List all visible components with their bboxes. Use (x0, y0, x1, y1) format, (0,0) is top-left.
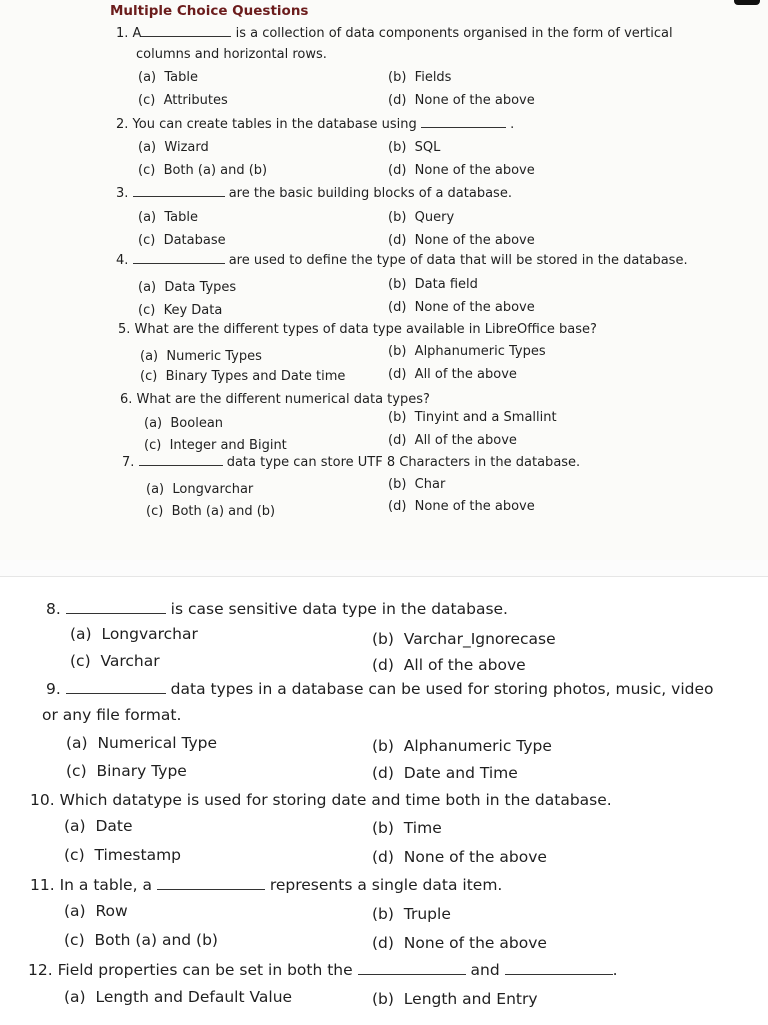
question-11 (30, 876, 502, 894)
question-text: are the basic building blocks of a database. (228, 186, 512, 201)
option-marker: (a) (64, 817, 86, 835)
question-2 (116, 117, 514, 132)
option-marker: (c) (66, 762, 87, 780)
option-marker: (b) (388, 210, 407, 225)
option-text: Data field (414, 277, 478, 292)
answer-blank (421, 127, 506, 128)
option-c (138, 93, 228, 108)
option-text: Truple (403, 905, 451, 923)
option-b (388, 70, 451, 85)
option-marker: (b) (372, 905, 394, 923)
option-text: None of the above (414, 163, 535, 178)
option-marker: (a) (64, 988, 86, 1006)
option-marker: (b) (388, 477, 407, 492)
option-text: Alphanumeric Types (414, 344, 546, 359)
option-a (140, 349, 262, 364)
option-a (138, 140, 209, 155)
option-marker: (c) (138, 303, 156, 318)
option-a (64, 817, 133, 835)
option-marker: (c) (144, 438, 162, 453)
answer-blank (133, 196, 225, 197)
option-d (388, 233, 535, 248)
option-d (372, 656, 526, 674)
option-marker: (c) (70, 652, 91, 670)
option-text: Both (a) and (b) (171, 504, 276, 519)
section-heading: Multiple Choice Questions (110, 3, 309, 19)
option-text: All of the above (414, 433, 517, 448)
option-b (372, 990, 538, 1008)
question-text: and (470, 961, 500, 979)
option-c (64, 931, 218, 949)
option-text: Length and Default Value (95, 988, 293, 1006)
question-12 (28, 961, 618, 979)
option-c (146, 504, 275, 519)
option-text: Both (a) and (b) (94, 931, 218, 949)
option-b (372, 630, 556, 648)
option-text: Integer and Bigint (169, 438, 287, 453)
question-text: Which datatype is used for storing date and time both in the database. (59, 791, 612, 809)
option-marker: (c) (64, 931, 85, 949)
question-4 (116, 253, 688, 268)
option-text: Binary Type (96, 762, 187, 780)
question-text: represents a single data item. (269, 876, 503, 894)
option-marker: (a) (138, 140, 157, 155)
question-text: . (510, 117, 515, 132)
option-b (388, 140, 440, 155)
option-d (388, 433, 517, 448)
option-text: Boolean (170, 416, 224, 431)
option-c (144, 438, 287, 453)
option-text: Fields (414, 70, 452, 85)
option-b (372, 905, 451, 923)
option-b (388, 210, 454, 225)
question-text: In a table, a (59, 876, 152, 894)
option-marker: (b) (372, 630, 394, 648)
question-7 (122, 455, 580, 470)
answer-blank (358, 974, 466, 975)
option-marker: (d) (372, 764, 394, 782)
question-number: 7. (122, 455, 135, 470)
page-edge-mark (734, 0, 760, 5)
question-10 (30, 791, 612, 809)
option-a (66, 734, 217, 752)
option-marker: (a) (138, 280, 157, 295)
option-text: Varchar (100, 652, 160, 670)
option-marker: (d) (388, 233, 407, 248)
question-number: 5. (118, 322, 131, 337)
option-d (388, 163, 535, 178)
option-marker: (a) (70, 625, 92, 643)
option-a (144, 416, 223, 431)
option-a (70, 625, 198, 643)
question-6 (120, 392, 430, 407)
option-a (64, 988, 292, 1006)
option-text: None of the above (414, 499, 535, 514)
option-marker: (d) (388, 367, 407, 382)
option-marker: (c) (64, 846, 85, 864)
option-c (138, 233, 226, 248)
option-marker: (b) (388, 277, 407, 292)
question-number: 1. (116, 26, 129, 41)
option-d (372, 848, 547, 866)
option-marker: (c) (138, 93, 156, 108)
option-marker: (a) (138, 210, 157, 225)
answer-blank (133, 263, 225, 264)
option-text: Table (164, 70, 199, 85)
option-c (138, 303, 222, 318)
question-number: 6. (120, 392, 133, 407)
question-3 (116, 186, 512, 201)
option-text: Length and Entry (403, 990, 538, 1008)
option-marker: (d) (388, 300, 407, 315)
option-text: Longvarchar (172, 482, 254, 497)
question-1 (116, 26, 673, 41)
option-marker: (b) (372, 819, 394, 837)
question-number: 11. (30, 876, 55, 894)
option-text: None of the above (403, 934, 547, 952)
question-number: 4. (116, 253, 129, 268)
option-text: SQL (414, 140, 441, 155)
option-text: Key Data (163, 303, 223, 318)
option-d (372, 934, 547, 952)
option-marker: (d) (372, 656, 394, 674)
option-c (140, 369, 345, 384)
option-b (372, 737, 552, 755)
option-text: Date and Time (403, 764, 518, 782)
option-marker: (d) (388, 93, 407, 108)
option-d (388, 300, 535, 315)
option-text: None of the above (403, 848, 547, 866)
question-text: data type can store UTF 8 Characters in the database. (226, 455, 581, 470)
option-d (372, 764, 518, 782)
option-text: Alphanumeric Type (403, 737, 552, 755)
option-text: Timestamp (94, 846, 182, 864)
question-text: What are the different types of data type available in LibreOffice base? (134, 322, 597, 337)
option-marker: (b) (388, 140, 407, 155)
question-text: data types in a database can be used for storing photos, music, video (170, 680, 714, 698)
page-gap (0, 560, 768, 576)
answer-blank (157, 889, 265, 890)
option-text: None of the above (414, 93, 535, 108)
option-text: Query (414, 210, 455, 225)
option-b (388, 410, 557, 425)
answer-blank (66, 613, 166, 614)
option-marker: (b) (388, 410, 407, 425)
option-text: Table (164, 210, 199, 225)
option-text: Numerical Type (97, 734, 218, 752)
option-a (138, 70, 198, 85)
question-number: 9. (46, 680, 61, 698)
option-text: Both (a) and (b) (163, 163, 268, 178)
option-c (70, 652, 160, 670)
question-number: 12. (28, 961, 53, 979)
question-number: 10. (30, 791, 55, 809)
option-marker: (c) (146, 504, 164, 519)
option-marker: (a) (146, 482, 165, 497)
option-text: Database (163, 233, 226, 248)
option-d (388, 499, 535, 514)
option-text: Time (403, 819, 442, 837)
option-marker: (d) (372, 848, 394, 866)
question-number: 3. (116, 186, 129, 201)
question-text: A (132, 26, 142, 41)
answer-blank (66, 693, 166, 694)
question-5 (118, 322, 597, 337)
option-marker: (b) (372, 990, 394, 1008)
option-c (66, 762, 187, 780)
option-text: Wizard (164, 140, 209, 155)
option-text: Tinyint and a Smallint (414, 410, 557, 425)
option-marker: (a) (140, 349, 159, 364)
option-text: Longvarchar (101, 625, 198, 643)
question-continuation: or any file format. (42, 706, 182, 724)
option-text: All of the above (403, 656, 526, 674)
option-a (138, 280, 236, 295)
option-text: Char (414, 477, 446, 492)
option-marker: (a) (66, 734, 88, 752)
option-text: Binary Types and Date time (165, 369, 346, 384)
question-text: is case sensitive data type in the database. (170, 600, 508, 618)
question-text: Field properties can be set in both the (57, 961, 353, 979)
option-marker: (c) (140, 369, 158, 384)
option-text: None of the above (414, 300, 535, 315)
option-b (388, 477, 445, 492)
option-marker: (c) (138, 163, 156, 178)
option-a (146, 482, 253, 497)
option-text: Data Types (164, 280, 237, 295)
answer-blank (139, 465, 223, 466)
option-b (388, 277, 478, 292)
option-marker: (b) (388, 70, 407, 85)
option-marker: (d) (388, 163, 407, 178)
option-d (388, 93, 535, 108)
question-text: You can create tables in the database using (132, 117, 417, 132)
option-c (138, 163, 267, 178)
option-text: All of the above (414, 367, 517, 382)
question-number: 2. (116, 117, 129, 132)
answer-blank (141, 36, 231, 37)
option-marker: (a) (64, 902, 86, 920)
option-b (388, 344, 546, 359)
option-marker: (c) (138, 233, 156, 248)
option-a (138, 210, 198, 225)
option-b (372, 819, 442, 837)
question-text: are used to define the type of data that will be stored in the database. (228, 253, 688, 268)
question-9 (46, 680, 713, 698)
option-a (64, 902, 128, 920)
question-text: What are the different numerical data types? (136, 392, 430, 407)
question-text: is a collection of data components organised in the form of vertical (235, 26, 673, 41)
option-marker: (b) (372, 737, 394, 755)
option-text: Row (95, 902, 128, 920)
question-continuation: columns and horizontal rows. (136, 47, 327, 62)
option-d (388, 367, 517, 382)
option-marker: (b) (388, 344, 407, 359)
option-text: Date (95, 817, 133, 835)
option-marker: (a) (138, 70, 157, 85)
option-marker: (d) (388, 433, 407, 448)
option-text: Attributes (163, 93, 228, 108)
option-text: None of the above (414, 233, 535, 248)
answer-blank (505, 974, 613, 975)
question-8 (46, 600, 508, 618)
question-text: . (612, 961, 618, 979)
option-text: Varchar_Ignorecase (403, 630, 556, 648)
option-marker: (d) (372, 934, 394, 952)
question-number: 8. (46, 600, 61, 618)
option-marker: (d) (388, 499, 407, 514)
option-marker: (a) (144, 416, 163, 431)
option-text: Numeric Types (166, 349, 262, 364)
option-c (64, 846, 181, 864)
